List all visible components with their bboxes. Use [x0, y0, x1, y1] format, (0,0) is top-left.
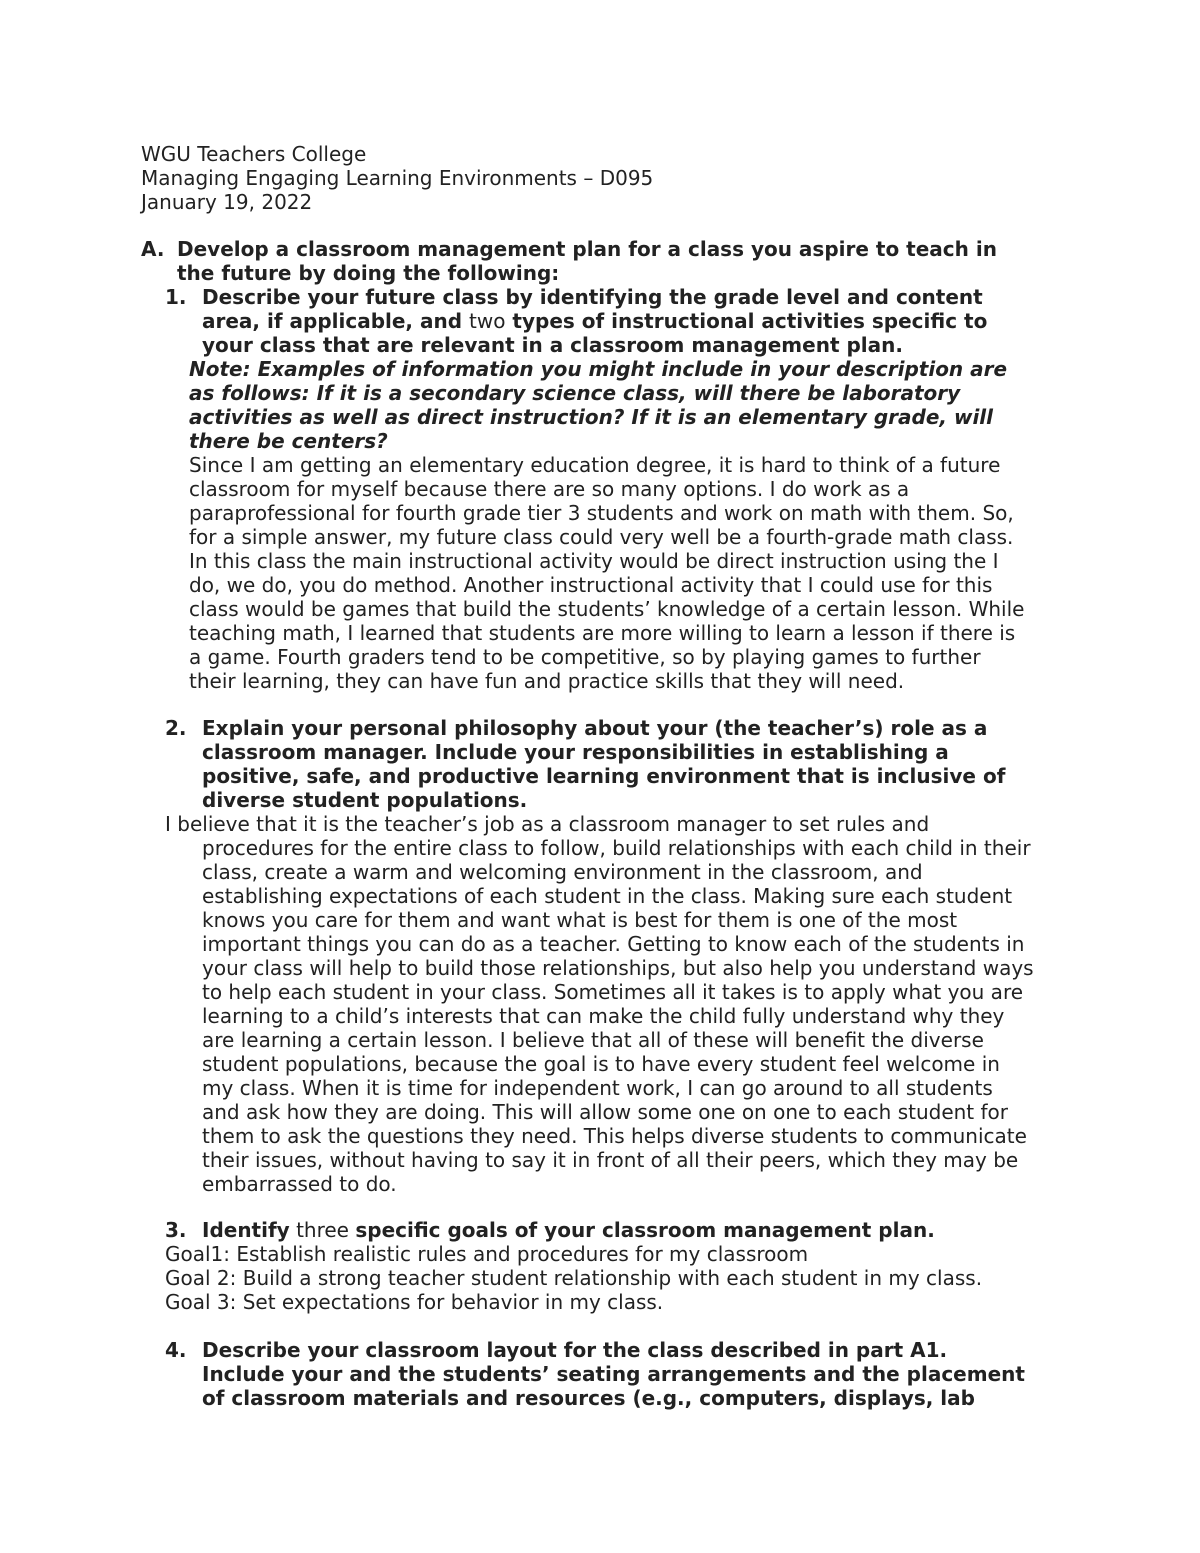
item-1-marker: 1. — [165, 285, 187, 309]
item-3-marker: 3. — [165, 1218, 187, 1242]
item-2-answer-line: knows you care for them and want what is best for them is one of the most — [202, 908, 958, 932]
item-2-answer-line: procedures for the entire class to follow, build relationships with each child in their — [202, 836, 1031, 860]
item-1-note-line: activities as well as direct instruction? If it is an elementary grade, will — [189, 405, 994, 429]
item-1-answer-line: class would be games that build the students’ knowledge of a certain lesson. While — [189, 597, 1025, 621]
section-a-prompt-line: Develop a classroom management plan for a class you aspire to teach in — [177, 237, 997, 261]
item-2-answer-line: embarrassed to do. — [202, 1172, 397, 1196]
item-2-answer-line: my class. When it is time for independent work, I can go around to all students — [202, 1076, 993, 1100]
item-2-answer-line: them to ask the questions they need. This helps diverse students to communicate — [202, 1124, 1027, 1148]
item-1-note-line: as follows: If it is a secondary science class, will there be laboratory — [189, 381, 961, 405]
goal-line: Goal1: Establish realistic rules and procedures for my classroom — [165, 1242, 809, 1266]
item-2-answer-line: class, create a warm and welcoming environment in the classroom, and — [202, 860, 923, 884]
section-a-prompt-line: the future by doing the following: — [177, 261, 560, 285]
item-2-answer-line: establishing expectations of each student in the class. Making sure each student — [202, 884, 1013, 908]
item-2-answer-line: are learning a certain lesson. I believe that all of these will benefit the diverse — [202, 1028, 984, 1052]
item-1-answer-line: paraprofessional for fourth grade tier 3 students and work on math with them. So, — [189, 501, 1014, 525]
item-2-answer-line: I believe that it is the teacher’s job as a classroom manager to set rules and — [165, 812, 930, 836]
item-1-note-line: Note: Examples of information you might include in your description are — [189, 357, 1008, 381]
item-2-answer-line: important things you can do as a teacher. Getting to know each of the students in — [202, 932, 1025, 956]
item-4-marker: 4. — [165, 1338, 187, 1362]
item-2-answer-line: student populations, because the goal is to have every student feel welcome in — [202, 1052, 1000, 1076]
item-1-prompt-line: area, if applicable, and two types of instructional activities specific to — [202, 309, 988, 333]
item-1-answer-line: a game. Fourth graders tend to be competitive, so by playing games to further — [189, 645, 981, 669]
item-2-prompt-line: diverse student populations. — [202, 788, 528, 812]
item-4-prompt-line: Include your and the students’ seating arrangements and the placement — [202, 1362, 1025, 1386]
goal-line: Goal 2: Build a strong teacher student relationship with each student in my class. — [165, 1266, 983, 1290]
item-2-prompt-line: classroom manager. Include your responsibilities in establishing a — [202, 740, 949, 764]
header-institution: WGU Teachers College — [141, 142, 367, 166]
item-1-answer-line: Since I am getting an elementary education degree, it is hard to think of a future — [189, 453, 1001, 477]
item-2-marker: 2. — [165, 716, 187, 740]
item-3-prompt: Identify three specific goals of your classroom management plan. — [202, 1218, 935, 1242]
item-1-prompt-line: your class that are relevant in a classroom management plan. — [202, 333, 903, 357]
item-4-prompt-line: of classroom materials and resources (e.g., computers, displays, lab — [202, 1386, 975, 1410]
item-2-answer-line: learning to a child’s interests that can make the child fully understand why they — [202, 1004, 1005, 1028]
item-1-note-line: there be centers? — [189, 429, 388, 453]
item-1-answer-line: their learning, they can have fun and practice skills that they will need. — [189, 669, 905, 693]
section-a-marker: A. — [141, 237, 165, 261]
item-1-answer-line: classroom for myself because there are so many options. I do work as a — [189, 477, 910, 501]
item-2-prompt-line: Explain your personal philosophy about your (the teacher’s) role as a — [202, 716, 988, 740]
item-4-prompt-line: Describe your classroom layout for the class described in part A1. — [202, 1338, 948, 1362]
header-date: January 19, 2022 — [141, 190, 313, 214]
header-course: Managing Engaging Learning Environments – D095 — [141, 166, 654, 190]
item-2-prompt-line: positive, safe, and productive learning environment that is inclusive of — [202, 764, 1006, 788]
item-1-answer-line: for a simple answer, my future class could very well be a fourth-grade math class. — [189, 525, 1014, 549]
item-1-answer-line: do, we do, you do method. Another instructional activity that I could use for this — [189, 573, 993, 597]
item-2-answer-line: to help each student in your class. Sometimes all it takes is to apply what you are — [202, 980, 1024, 1004]
item-1-answer-line: In this class the main instructional activity would be direct instruction using the I — [189, 549, 999, 573]
item-2-answer-line: their issues, without having to say it in front of all their peers, which they may be — [202, 1148, 1019, 1172]
item-1-answer-line: teaching math, I learned that students are more willing to learn a lesson if there is — [189, 621, 1016, 645]
goal-line: Goal 3: Set expectations for behavior in my class. — [165, 1290, 664, 1314]
item-2-answer-line: and ask how they are doing. This will allow some one on one to each student for — [202, 1100, 1009, 1124]
item-2-answer-line: your class will help to build those relationships, but also help you understand ways — [202, 956, 1034, 980]
item-1-prompt-line: Describe your future class by identifying the grade level and content — [202, 285, 983, 309]
